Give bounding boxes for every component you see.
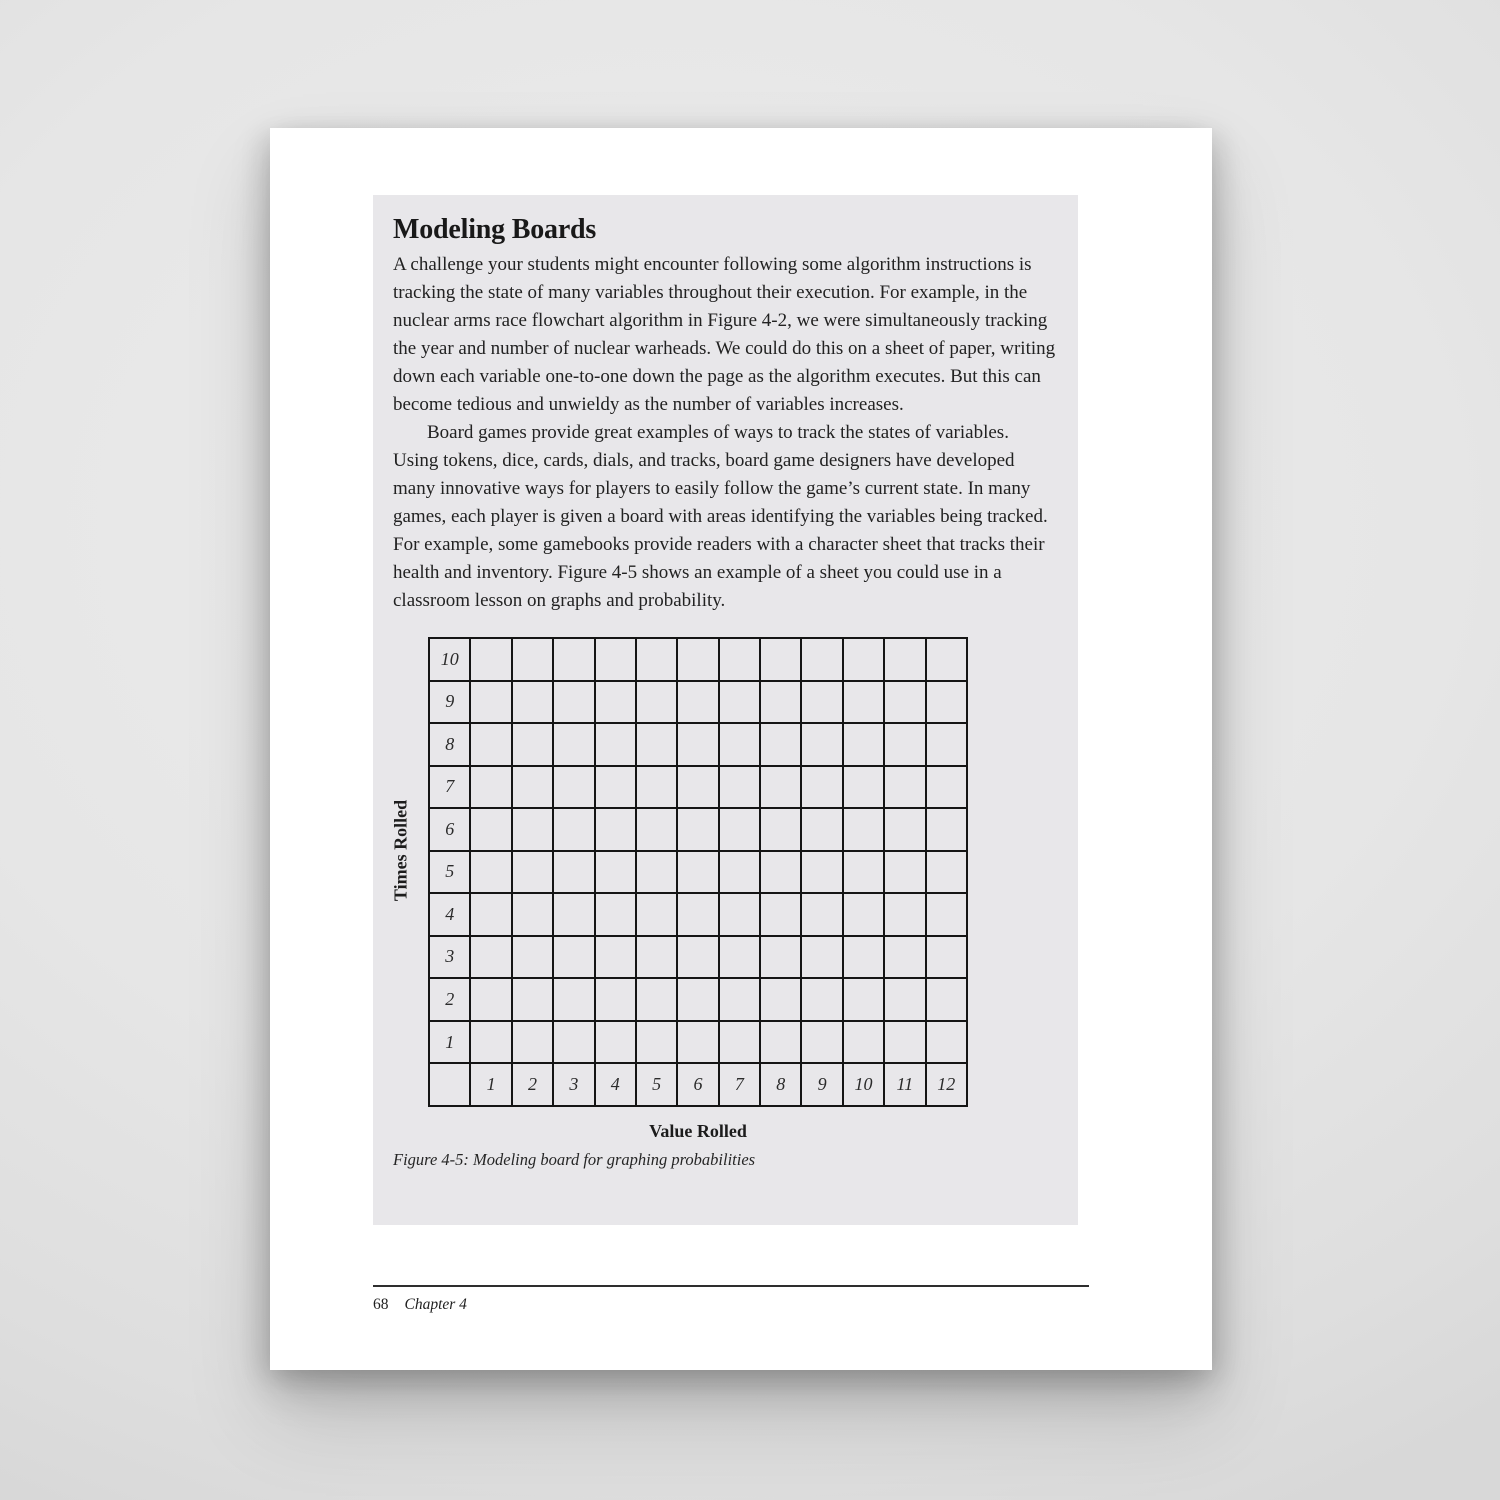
grid-cell bbox=[636, 893, 677, 936]
grid-cell bbox=[512, 893, 553, 936]
grid-cell bbox=[843, 936, 884, 979]
grid-cell bbox=[801, 1021, 842, 1064]
grid-cell bbox=[843, 681, 884, 724]
grid-cell bbox=[512, 681, 553, 724]
grid-cell bbox=[677, 638, 718, 681]
grid-cell bbox=[719, 681, 760, 724]
body-paragraph: A challenge your students might encounter following some algorithm instructions is tracking the state of many variables throughout their execution. For example, in the nuclear arms race flowchart algorithm in Figure 4-2, we were simultaneously tracking the year and number of nuclear warheads. We could do this on a sheet of paper, writing down each variable one-to-one down the page as the algorithm executes. But this can become tedious and unwieldy as the number of variables increases. bbox=[393, 254, 1056, 415]
grid-row-label: 8 bbox=[429, 723, 470, 766]
grid-cell bbox=[884, 766, 925, 809]
grid-cell bbox=[926, 808, 968, 851]
grid-row-label: 7 bbox=[429, 766, 470, 809]
grid-cell bbox=[719, 766, 760, 809]
grid-cell bbox=[553, 766, 594, 809]
grid-corner-cell bbox=[429, 1063, 470, 1106]
grid-cell bbox=[719, 851, 760, 894]
grid-cell bbox=[512, 766, 553, 809]
grid-cell bbox=[553, 808, 594, 851]
page-footer bbox=[373, 1285, 1089, 1314]
grid-cell bbox=[926, 978, 968, 1021]
grid-cell bbox=[595, 808, 636, 851]
grid-row-label: 5 bbox=[429, 851, 470, 894]
grid-cell bbox=[884, 893, 925, 936]
grid-cell bbox=[801, 766, 842, 809]
grid-column-label-row bbox=[429, 1063, 967, 1106]
grid-cell bbox=[801, 893, 842, 936]
grid-row bbox=[429, 638, 967, 681]
grid-cell bbox=[677, 681, 718, 724]
grid-cell bbox=[636, 808, 677, 851]
grid-cell bbox=[636, 978, 677, 1021]
grid-col-label: 4 bbox=[595, 1063, 636, 1106]
grid-col-label: 2 bbox=[512, 1063, 553, 1106]
grid-cell bbox=[512, 638, 553, 681]
grid-cell bbox=[801, 638, 842, 681]
grid-col-label: 11 bbox=[884, 1063, 925, 1106]
grid-cell bbox=[760, 638, 801, 681]
grid-row-label: 3 bbox=[429, 936, 470, 979]
grid-row bbox=[429, 893, 967, 936]
grid-cell bbox=[884, 978, 925, 1021]
grid-cell bbox=[760, 723, 801, 766]
grid-cell bbox=[470, 638, 511, 681]
grid-cell bbox=[470, 681, 511, 724]
grid-cell bbox=[512, 936, 553, 979]
grid-cell bbox=[636, 638, 677, 681]
grid-cell bbox=[719, 1021, 760, 1064]
grid-cell bbox=[843, 1021, 884, 1064]
grid-cell bbox=[719, 723, 760, 766]
grid-cell bbox=[719, 893, 760, 936]
grid-cell bbox=[677, 978, 718, 1021]
grid-cell bbox=[926, 1021, 968, 1064]
grid-cell bbox=[926, 723, 968, 766]
grid-row-label: 10 bbox=[429, 638, 470, 681]
grid-cell bbox=[595, 681, 636, 724]
grid-col-label: 7 bbox=[719, 1063, 760, 1106]
grid-cell bbox=[553, 851, 594, 894]
grid-cell bbox=[884, 808, 925, 851]
grid-cell bbox=[926, 638, 968, 681]
grid-cell bbox=[719, 808, 760, 851]
grid-cell bbox=[470, 766, 511, 809]
grid-cell bbox=[512, 1021, 553, 1064]
book-page bbox=[270, 128, 1212, 1370]
grid-cell bbox=[719, 936, 760, 979]
grid-cell bbox=[926, 851, 968, 894]
grid-cell bbox=[884, 723, 925, 766]
grid-cell bbox=[595, 638, 636, 681]
grid-cell bbox=[553, 723, 594, 766]
grid-cell bbox=[760, 851, 801, 894]
grid-cell bbox=[553, 1021, 594, 1064]
chapter-label: Chapter 4 bbox=[404, 1296, 467, 1313]
grid-cell bbox=[636, 851, 677, 894]
page-number: 68 bbox=[373, 1296, 389, 1313]
grid-cell bbox=[884, 638, 925, 681]
grid-cell bbox=[884, 1021, 925, 1064]
grid-cell bbox=[843, 766, 884, 809]
grid-row bbox=[429, 808, 967, 851]
grid-row-label: 6 bbox=[429, 808, 470, 851]
grid-col-label: 1 bbox=[470, 1063, 511, 1106]
grid-cell bbox=[926, 936, 968, 979]
grid-cell bbox=[636, 723, 677, 766]
grid-col-label: 6 bbox=[677, 1063, 718, 1106]
grid-cell bbox=[553, 978, 594, 1021]
grid-row bbox=[429, 681, 967, 724]
grid-cell bbox=[512, 723, 553, 766]
modeling-grid bbox=[428, 637, 968, 1107]
grid-cell bbox=[843, 808, 884, 851]
grid-cell bbox=[801, 978, 842, 1021]
grid-cell bbox=[926, 766, 968, 809]
grid-cell bbox=[926, 681, 968, 724]
grid-cell bbox=[470, 978, 511, 1021]
grid-cell bbox=[636, 766, 677, 809]
grid-col-label: 10 bbox=[843, 1063, 884, 1106]
grid-row bbox=[429, 1021, 967, 1064]
grid-cell bbox=[760, 681, 801, 724]
grid-cell bbox=[512, 808, 553, 851]
grid-row bbox=[429, 978, 967, 1021]
grid-cell bbox=[553, 638, 594, 681]
y-axis-label: Times Rolled bbox=[390, 799, 411, 902]
grid-cell bbox=[677, 893, 718, 936]
grid-cell bbox=[636, 681, 677, 724]
grid-cell bbox=[470, 893, 511, 936]
grid-col-label: 8 bbox=[760, 1063, 801, 1106]
grid-cell bbox=[884, 681, 925, 724]
grid-cell bbox=[760, 808, 801, 851]
grid-cell bbox=[553, 936, 594, 979]
grid-cell bbox=[595, 723, 636, 766]
grid-row bbox=[429, 766, 967, 809]
body-paragraph: Board games provide great examples of ways to track the states of variables. Using tokens, dice, cards, dials, and tracks, board game designers have developed many innovative ways for players to easily follow the game’s current state. In many games, each player is given a board with areas identifying the variables being tracked. For example, some gamebooks provide readers with a character sheet that tracks their health and inventory. Figure 4-5 shows an example of a sheet you could use in a classroom lesson on graphs and probability. bbox=[393, 422, 1048, 611]
grid-row bbox=[429, 851, 967, 894]
grid-cell bbox=[760, 1021, 801, 1064]
grid-cell bbox=[677, 766, 718, 809]
grid-cell bbox=[843, 723, 884, 766]
grid-cell bbox=[595, 978, 636, 1021]
grid-cell bbox=[843, 893, 884, 936]
grid-cell bbox=[843, 851, 884, 894]
grid-cell bbox=[719, 978, 760, 1021]
grid-cell bbox=[595, 893, 636, 936]
grid-cell bbox=[677, 808, 718, 851]
grid-cell bbox=[470, 808, 511, 851]
grid-cell bbox=[884, 936, 925, 979]
grid-col-label: 5 bbox=[636, 1063, 677, 1106]
x-axis-label: Value Rolled bbox=[649, 1121, 747, 1141]
grid-cell bbox=[470, 851, 511, 894]
grid-cell bbox=[843, 978, 884, 1021]
grid-cell bbox=[595, 936, 636, 979]
grid-row-label: 1 bbox=[429, 1021, 470, 1064]
grid-cell bbox=[760, 936, 801, 979]
grid-cell bbox=[801, 851, 842, 894]
grid-row-label: 9 bbox=[429, 681, 470, 724]
grid-cell bbox=[595, 851, 636, 894]
grid-cell bbox=[677, 936, 718, 979]
grid-cell bbox=[719, 638, 760, 681]
grid-cell bbox=[470, 723, 511, 766]
grid-row-label: 4 bbox=[429, 893, 470, 936]
grid-row bbox=[429, 936, 967, 979]
grid-cell bbox=[470, 1021, 511, 1064]
grid-cell bbox=[884, 851, 925, 894]
grid-cell bbox=[595, 1021, 636, 1064]
figure-caption: Figure 4-5: Modeling board for graphing probabilities bbox=[393, 1150, 756, 1169]
grid-cell bbox=[801, 723, 842, 766]
grid-cell bbox=[595, 766, 636, 809]
grid-cell bbox=[636, 936, 677, 979]
grid-cell bbox=[470, 936, 511, 979]
grid-col-label: 9 bbox=[801, 1063, 842, 1106]
grid-cell bbox=[760, 893, 801, 936]
grid-col-label: 3 bbox=[553, 1063, 594, 1106]
grid-cell bbox=[760, 978, 801, 1021]
grid-cell bbox=[677, 723, 718, 766]
modeling-board-figure bbox=[390, 637, 968, 1142]
grid-cell bbox=[760, 766, 801, 809]
grid-cell bbox=[801, 936, 842, 979]
grid-cell bbox=[512, 978, 553, 1021]
grid-cell bbox=[512, 851, 553, 894]
scanned-content-block bbox=[373, 195, 1078, 1225]
grid-row-label: 2 bbox=[429, 978, 470, 1021]
grid-cell bbox=[801, 808, 842, 851]
grid-cell bbox=[677, 1021, 718, 1064]
grid-cell bbox=[553, 893, 594, 936]
section-heading: Modeling Boards bbox=[393, 214, 597, 245]
grid-cell bbox=[636, 1021, 677, 1064]
grid-cell bbox=[926, 893, 968, 936]
grid-row bbox=[429, 723, 967, 766]
grid-cell bbox=[843, 638, 884, 681]
grid-cell bbox=[677, 851, 718, 894]
grid-col-label: 12 bbox=[926, 1063, 968, 1106]
grid-cell bbox=[553, 681, 594, 724]
grid-cell bbox=[801, 681, 842, 724]
